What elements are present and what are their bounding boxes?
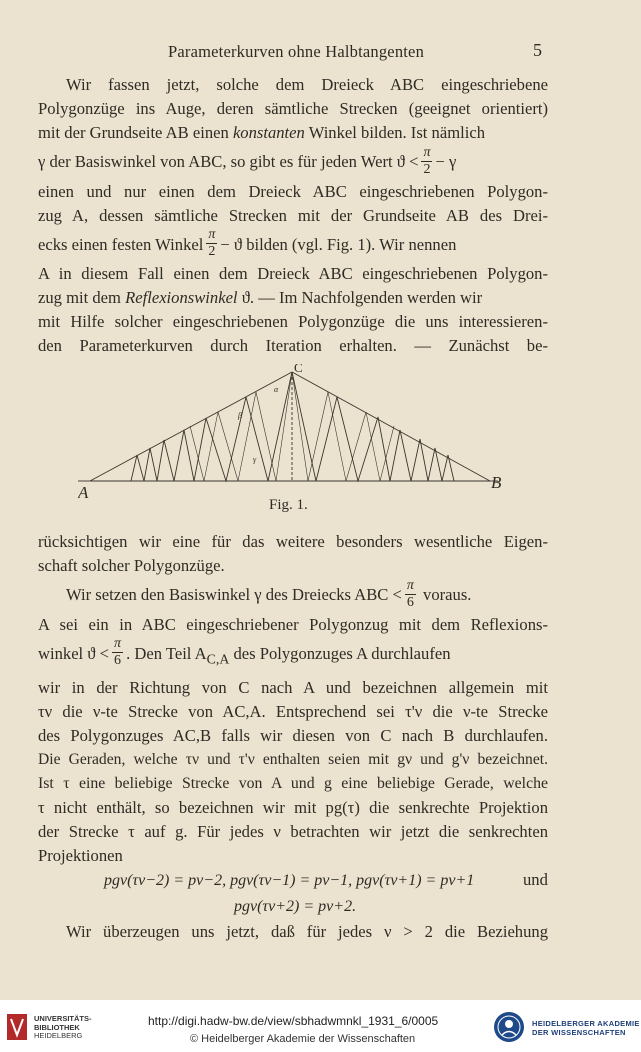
footer-bar xyxy=(0,1000,641,1052)
copyright-notice: © Heidelberger Akademie der Wissenschaften xyxy=(190,1033,416,1045)
text-line: schaft solcher Polygonzüge. xyxy=(38,556,225,575)
text-line: wir in der Richtung von C nach A und bezeichnen allgemein mit xyxy=(38,678,548,697)
text-line: des Polygonzuges AC,B falls wir diesen von C nach B durchlaufen. xyxy=(38,726,548,745)
text-line: mit Hilfe solcher eingeschriebenen Polygonzüge die uns interessieren- xyxy=(38,312,548,332)
paragraph-2 xyxy=(38,530,548,944)
equation-1: pgν(τν−2) = pν−2, pgν(τν−1) = pν−1, pgν(τν+1) = pν+1 xyxy=(104,872,475,889)
text-line: τ nicht enthält, so bezeichnen wir mit pg(τ) die senkrechte Projektion xyxy=(38,798,548,817)
polygon-chain-left xyxy=(131,372,292,481)
academy-seal-icon xyxy=(493,1011,525,1043)
label-alpha: α xyxy=(274,385,279,394)
text-line: Projektionen xyxy=(38,846,123,865)
text-line: einen und nur einen dem Dreieck ABC eingeschriebenen Polygon- xyxy=(38,181,548,201)
equation-2: pgν(τν+2) = pν+2. xyxy=(234,898,357,915)
text-line: Polygonzüge ins Auge, deren sämtliche Strecken (geeignet orientiert) xyxy=(38,99,548,118)
text-line-formula: Wir setzen den Basiswinkel γ des Dreiecks ABC < $\frac{\pi}{6}$ voraus. xyxy=(66,577,472,610)
text-line: zug mit dem Reflexionswinkel ϑ. — Im Nachfolgenden werden wir xyxy=(38,288,483,308)
label-a: A xyxy=(78,483,89,502)
fraction-pi-over-6: $\frac{\pi}{6}$ xyxy=(406,577,414,610)
label-beta: β xyxy=(238,411,242,420)
paragraph-1 xyxy=(38,73,548,358)
text-line: Die Geraden, welche τν und τ'ν enthalten seien mit gν und g'ν bezeichnet. xyxy=(38,751,548,768)
label-gamma: γ xyxy=(253,455,257,464)
text-line: mit der Grundseite AB einen konstanten Winkel bilden. Ist nämlich xyxy=(38,123,485,142)
emphasis-konstanten: konstanten xyxy=(232,123,305,142)
running-head: Parameterkurven ohne Halbtangenten xyxy=(168,42,425,61)
text-line: Ist τ eine beliebige Strecke von A und g eine beliebige Gerade, welche xyxy=(38,775,548,792)
label-b: B xyxy=(491,473,502,492)
text-line: der Strecke τ auf g. Für jedes ν betrachten wir jetzt die senkrechten xyxy=(38,822,548,841)
emphasis-reflexionswinkel: Reflexionswinkel xyxy=(125,288,238,308)
side-bc xyxy=(292,372,490,481)
text-line: Wir überzeugen uns jetzt, daß für jedes ν > 2 die Beziehung xyxy=(66,922,548,941)
page-header xyxy=(0,36,641,60)
text-line: den Parameterkurven durch Iteration erhalten. — Zunächst be- xyxy=(38,336,548,356)
figure-1-triangle-diagram xyxy=(78,364,518,519)
fraction-pi-over-2: $\frac{\pi}{2}$ xyxy=(208,227,216,260)
text-line: τν die ν-te Strecke von AC,A. Entsprechend sei τ'ν die ν-te Strecke xyxy=(38,702,548,721)
fraction-pi-over-6: $\frac{\pi}{6}$ xyxy=(114,636,122,669)
text-line-formula: ecks einen festen Winkel $\frac{\pi}{2}$ − ϑ bilden (vgl. Fig. 1). Wir nennen xyxy=(38,227,457,260)
text-line: Wir fassen jetzt, solche dem Dreieck ABC eingeschriebene xyxy=(66,75,548,94)
equation-und: und xyxy=(523,870,548,889)
text-line-formula: winkel ϑ < $\frac{\pi}{6}$ . Den Teil $A_{C,A}$ des Polygonzuges A durchlaufen xyxy=(38,636,451,669)
polygon-chain-right xyxy=(292,372,454,481)
text-line: A sei ein in ABC eingeschriebener Polygonzug mit dem Reflexions- xyxy=(38,614,548,634)
label-c: C xyxy=(294,364,303,375)
library-name: UNIVERSITÄTS- BIBLIOTHEK HEIDELBERG xyxy=(34,1014,92,1040)
page-number: 5 xyxy=(533,40,542,60)
text-line: rücksichtigen wir eine für das weitere besonders wesentliche Eigen- xyxy=(38,532,548,551)
text-line: zug A, dessen sämtliche Strecken mit der Grundseite AB des Drei- xyxy=(38,205,548,225)
fraction-pi-over-2: $\frac{\pi}{2}$ xyxy=(423,144,431,177)
university-library-logo-icon xyxy=(6,1013,28,1041)
equation-line-1 xyxy=(38,868,548,894)
academy-name: HEIDELBERGER AKADEMIE DER WISSENSCHAFTEN xyxy=(532,1019,640,1037)
text-line-formula: γ der Basiswinkel von ABC, so gibt es für jeden Wert ϑ < $\frac{\pi}{2}$ − γ xyxy=(38,144,457,177)
polygon-chain-right-inner xyxy=(292,372,394,481)
figure-caption: Fig. 1. xyxy=(269,497,308,513)
source-url-link[interactable]: http://digi.hadw-bw.de/view/sbhadwmnkl_1931_6/0005 xyxy=(148,1014,439,1028)
text-line: A in diesem Fall einen dem Dreieck ABC eingeschriebenen Polygon- xyxy=(38,264,548,284)
